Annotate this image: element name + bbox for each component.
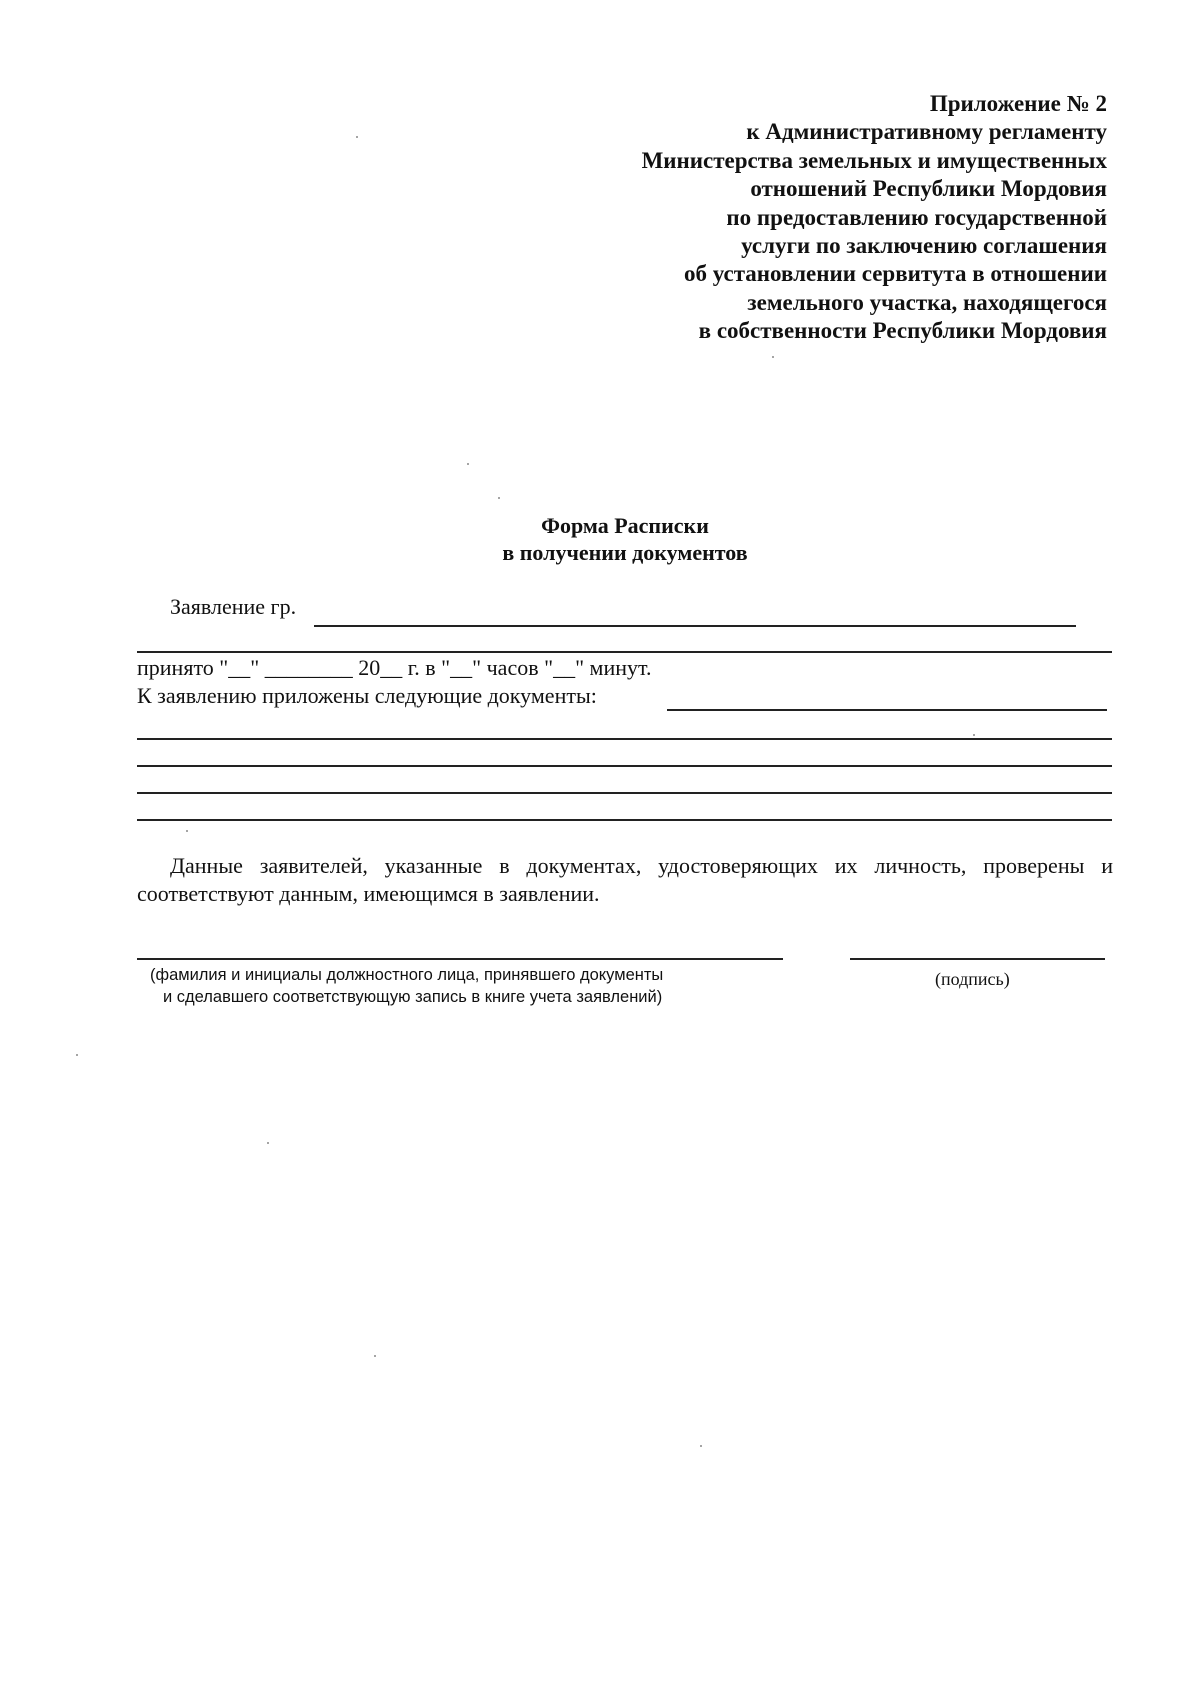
scan-speck (973, 734, 975, 736)
accepted-datetime-text: принято "__" ________ 20__ г. в "__" часов "__" минут. (137, 655, 652, 680)
header-line-land: земельного участка, находящегося (747, 289, 1107, 315)
header-line-relations: отношений Республики Мордовия (750, 176, 1107, 202)
verification-paragraph: Данные заявителей, указанные в документах, удостоверяющих их личность, проверены и соответствуют данным, имеющимся в заявлении. (137, 853, 1113, 906)
scan-speck (76, 1054, 78, 1056)
form-title-line1: Форма Расписки (541, 513, 709, 538)
attached-docs-line-2[interactable] (137, 738, 1112, 740)
scan-speck (267, 1142, 269, 1144)
attached-docs-line-3[interactable] (137, 765, 1112, 767)
header-line-ownership: в собственности Республики Мордовия (698, 318, 1107, 344)
scan-speck (700, 1445, 702, 1447)
form-title (0, 512, 1200, 566)
appendix-number: Приложение № 2 (929, 91, 1107, 116)
header-line-service: по предоставлению государственной (726, 204, 1107, 230)
official-caption-line2: и сделавшего соответствующую запись в книге учета заявлений) (163, 988, 663, 1006)
applicant-name-line-2[interactable] (137, 651, 1112, 653)
applicant-name-line[interactable] (314, 625, 1076, 627)
attached-docs-line-4[interactable] (137, 792, 1112, 794)
header-line-agreement: услуги по заключению соглашения (741, 233, 1107, 259)
scan-speck (498, 497, 500, 499)
attached-documents-label: К заявлению приложены следующие документы: (137, 683, 597, 708)
official-caption-line1: (фамилия и инициалы должностного лица, принявшего документы (150, 966, 664, 984)
scan-speck (374, 1355, 376, 1357)
official-name-line[interactable] (137, 958, 783, 960)
header-line-servitude: об установлении сервитута в отношении (683, 261, 1107, 287)
attached-docs-line-5[interactable] (137, 819, 1112, 821)
scan-speck (467, 463, 469, 465)
appendix-header (547, 90, 1107, 346)
signature-line[interactable] (850, 958, 1105, 960)
header-line-regulation: к Административному регламенту (746, 119, 1107, 145)
header-line-ministry: Министерства земельных и имущественных (641, 147, 1107, 173)
application-label: Заявление гр. (170, 594, 297, 619)
attached-docs-line-1[interactable] (667, 709, 1107, 711)
scan-speck (186, 830, 188, 832)
signature-caption: (подпись) (935, 969, 1010, 989)
scan-speck (356, 136, 358, 138)
scan-speck (772, 356, 774, 358)
form-title-line2: в получении документов (502, 540, 748, 565)
